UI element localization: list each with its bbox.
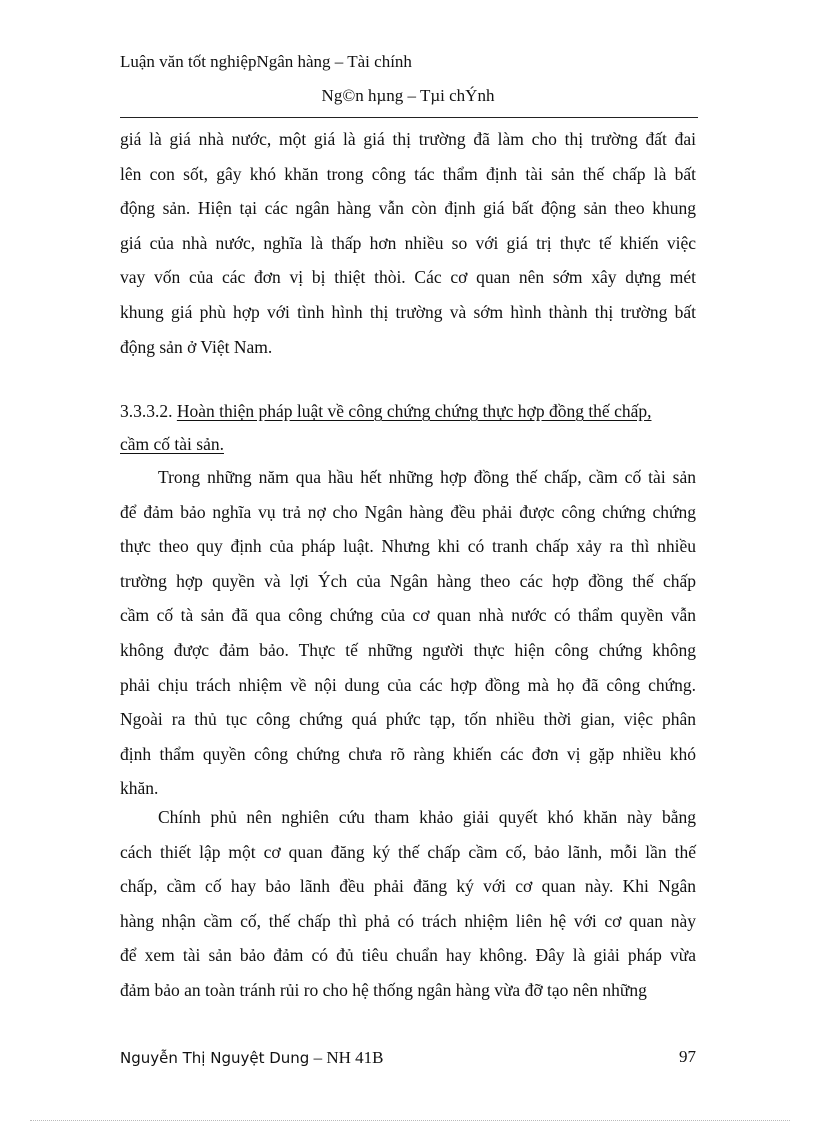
paragraph-1 — [120, 122, 696, 364]
paragraph-line: vay vốn của các đơn vị bị thiệt thòi. Các cơ quan nên sớm xây dựng mét — [120, 267, 696, 288]
paragraph-line: giá của nhà nước, nghĩa là thấp hơn nhiều so với giá trị thực tế khiến việc — [120, 232, 696, 253]
paragraph-line: khăn. — [120, 778, 159, 799]
page-number: 97 — [679, 1047, 696, 1066]
paragraph-line: để đảm bảo nghĩa vụ trả nợ cho Ngân hàng đều phải được công chứng chứng — [120, 501, 696, 522]
paragraph-line: Ngoài ra thủ tục công chứng quá phức tạp, tốn nhiều thời gian, việc phân — [120, 709, 696, 730]
paragraph-line: định thẩm quyền công chứng chưa rõ ràng khiến các đơn vị gặp nhiều khó — [120, 743, 696, 764]
section-title-line-2: cầm cố tài sản. — [120, 434, 224, 454]
author-name: Nguyễn Thị Nguyệt Dung — [120, 1049, 310, 1067]
footer-author — [120, 1048, 383, 1068]
paragraph-line: động sản ở Việt Nam. — [120, 336, 273, 357]
header-title: Luận văn tốt nghiệpNgân hàng – Tài chính — [120, 52, 412, 71]
paragraph-line: khung giá phù hợp với tình hình thị trường và sớm hình thành thị trường bất — [120, 301, 696, 322]
paragraph-line: giá là giá nhà nước, một giá là giá thị trường đã làm cho thị trường đất đai — [120, 129, 696, 149]
section-number: 3.3.3.2. — [120, 401, 173, 421]
paragraph-2 — [120, 460, 696, 806]
paragraph-line: động sản. Hiện tại các ngân hàng vẫn còn định giá bất động sản theo khung — [120, 198, 696, 219]
paragraph-line: phải chịu trách nhiệm về nội dung của các hợp đồng mà họ đã công chứng. — [120, 674, 696, 695]
paragraph-line: cách thiết lập một cơ quan đăng ký thế chấp cầm cố, bảo lãnh, mỗi lần thế — [120, 841, 696, 862]
section-title-line-1: Hoàn thiện pháp luật về công chứng chứng thực hợp đồng thế chấp, — [176, 401, 652, 421]
paragraph-line: Chính phủ nên nghiên cứu tham khảo giải quyết khó khăn này bằng — [158, 807, 696, 827]
paragraph-line: đảm bảo an toàn tránh rủi ro cho hệ thống ngân hàng vừa đỡ tạo nên những — [120, 979, 647, 1000]
paragraph-line: chấp, cầm cố hay bảo lãnh đều phải đăng ký với cơ quan này. Khi Ngân — [120, 876, 696, 897]
section-heading — [120, 395, 700, 461]
page-bottom-divider — [30, 1120, 790, 1121]
paragraph-3 — [120, 800, 696, 1008]
author-class: – NH 41B — [313, 1048, 384, 1067]
paragraph-line: thực theo quy định của pháp luật. Nhưng khi có tranh chấp xảy ra thì nhiều — [120, 536, 696, 557]
paragraph-line: Trong những năm qua hầu hết những hợp đồng thế chấp, cầm cố tài sản — [158, 467, 696, 487]
paragraph-line: trường hợp quyền và lợi Ých của Ngân hàng theo các hợp đồng thế chấp — [120, 570, 696, 591]
paragraph-line: để xem tài sản bảo đảm có đủ tiêu chuẩn hay không. Đây là giải pháp vừa — [120, 945, 696, 966]
paragraph-line: hàng nhận cầm cố, thế chấp thì phả có trách nhiệm liên hệ với cơ quan này — [120, 910, 696, 931]
paragraph-line: lên con sốt, gây khó khăn trong công tác thẩm định tài sản thế chấp là bất — [120, 163, 696, 184]
header-subtitle: Ng©n hµng – Tµi chÝnh — [321, 86, 495, 105]
paragraph-line: không được đảm bảo. Thực tế những người thực hiện công chứng không — [120, 639, 696, 660]
header-rule — [120, 117, 698, 118]
paragraph-line: cầm cố tà sản đã qua công chứng của cơ quan nhà nước có thẩm quyền vẫn — [120, 605, 696, 626]
